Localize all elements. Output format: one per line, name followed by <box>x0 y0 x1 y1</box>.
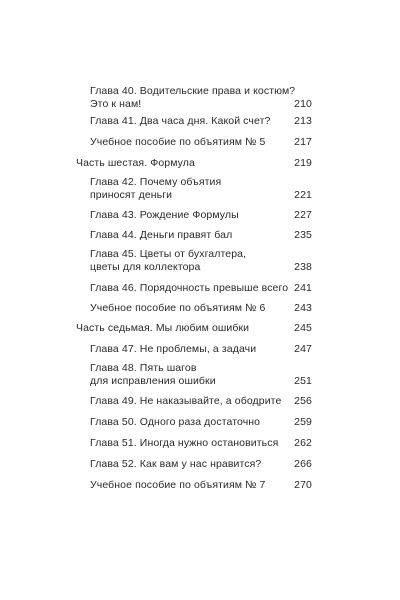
toc-entry <box>90 85 312 111</box>
toc-entry-page-number: 241 <box>294 282 312 294</box>
toc-entry-page-number: 251 <box>294 375 312 387</box>
toc-entry <box>90 458 312 471</box>
toc-entry-title: Глава 52. Как вам у нас нравится? <box>90 458 262 470</box>
toc-entry <box>90 343 312 356</box>
toc-entry-title: Учебное пособие по объятиям № 6 <box>90 302 266 314</box>
toc-entry-title: Глава 48. Пять шагов для исправления ошибки <box>90 362 216 387</box>
toc-entry <box>90 136 312 149</box>
toc-entry-title: Учебное пособие по объятиям № 5 <box>90 136 266 148</box>
toc-entry-title: Глава 50. Одного раза достаточно <box>90 416 261 428</box>
toc-entry-title: Глава 47. Не проблемы, а задачи <box>90 343 257 355</box>
toc-entry <box>90 115 312 128</box>
toc-entry-page-number: 256 <box>294 395 312 407</box>
toc-entry-page-number: 266 <box>294 458 312 470</box>
toc-entry <box>90 176 312 202</box>
toc-entry-title: Учебное пособие по объятиям № 7 <box>90 479 266 491</box>
toc-entry-page-number: 221 <box>294 189 312 201</box>
toc-entry-page-number: 247 <box>294 343 312 355</box>
toc-entry-page-number: 243 <box>294 302 312 314</box>
toc-part-title: Часть шестая. Формула <box>76 157 195 169</box>
toc-entry-page-number: 213 <box>294 115 312 127</box>
toc-entry <box>90 302 312 315</box>
toc-part-heading <box>76 322 312 335</box>
toc-entry <box>90 416 312 429</box>
toc-entry-page-number: 235 <box>294 229 312 241</box>
toc-entry-title: Глава 43. Рождение Формулы <box>90 209 239 221</box>
toc-entry-title: Глава 45. Цветы от бухгалтера, цветы для коллектора <box>90 248 247 273</box>
toc-entry-title: Глава 42. Почему объятия приносят деньги <box>90 176 222 201</box>
toc-entry <box>90 209 312 222</box>
toc-entry <box>90 395 312 408</box>
toc-entry <box>90 282 312 295</box>
toc-entry <box>90 362 312 388</box>
toc-entry-title: Глава 44. Деньги правят бал <box>90 229 233 241</box>
toc-entry-title: Глава 49. Не наказывайте, а ободрите <box>90 395 282 407</box>
toc-entry-page-number: 238 <box>294 261 312 273</box>
toc-entry-page-number: 210 <box>294 98 312 110</box>
toc-entry-page-number: 227 <box>294 209 312 221</box>
toc-entry <box>90 248 312 274</box>
toc-entry-title: Глава 46. Порядочность превыше всего <box>90 282 289 294</box>
toc-entry-page-number: 259 <box>294 416 312 428</box>
toc-entry <box>90 479 312 492</box>
toc-part-heading <box>76 157 312 170</box>
toc-entry-title: Глава 41. Два часа дня. Какой счет? <box>90 115 271 127</box>
toc-entry-page-number: 262 <box>294 437 312 449</box>
toc-entry-title: Глава 51. Иногда нужно остановиться <box>90 437 279 449</box>
toc-entry-page-number: 219 <box>294 157 312 169</box>
toc-entry-page-number: 245 <box>294 322 312 334</box>
toc-entry-page-number: 217 <box>294 136 312 148</box>
toc-part-title: Часть седьмая. Мы любим ошибки <box>76 322 250 334</box>
toc-entry-page-number: 270 <box>294 479 312 491</box>
toc-entry <box>90 437 312 450</box>
toc-entry <box>90 229 312 242</box>
toc-entry-title: Глава 40. Водительские права и костюм? Это к нам! <box>90 85 296 110</box>
